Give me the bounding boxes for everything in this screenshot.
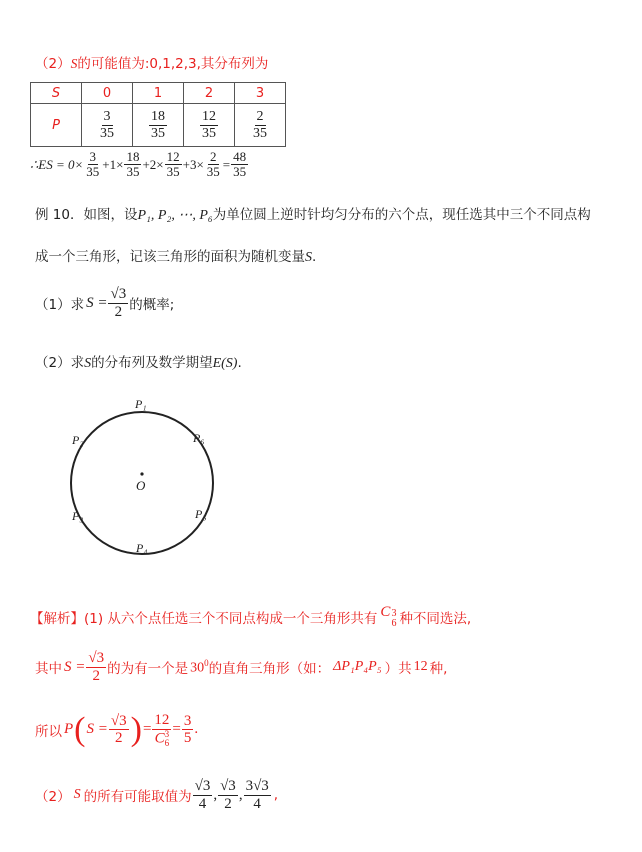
- header-cell: 3: [235, 83, 286, 104]
- point-label-p3: P₃: [72, 509, 84, 523]
- header-cell: 1: [133, 83, 184, 104]
- variable-s: S: [70, 56, 78, 71]
- point-label-p5: P₅: [195, 507, 207, 521]
- point-label-p1: P₁: [135, 397, 147, 411]
- expectation-formula: ∴ES = 0× $\frac{3}{35}$ +1× $\frac{18}{35}$ +2× $\frac{12}{35}$ +3× $\frac{2}{35}$ = $\frac{48}{35}$: [30, 149, 247, 180]
- row-label: P: [31, 104, 82, 147]
- header-cell: 2: [184, 83, 235, 104]
- header-cell: S: [31, 83, 82, 104]
- table-cell: $\frac{18}{35}$: [133, 104, 184, 147]
- unit-circle-figure: [60, 390, 230, 565]
- point-label-p2: P₂: [72, 433, 84, 447]
- table-cell: $\frac{12}{35}$: [184, 104, 235, 147]
- example-line-2: 成一个三角形，记该三角形的面积为随机变量S.: [35, 249, 317, 265]
- distribution-table: [30, 82, 286, 147]
- solution-line-2: 其中 S = $\frac{√3}{2}$ 的为有一个是 $30^0$ 的直角三角形（如： ΔP₁P₄P₅ ）共 12 种,: [35, 650, 448, 684]
- point-label-p6: P₆: [193, 431, 205, 445]
- table-row: [31, 104, 286, 147]
- center-label: O: [136, 478, 146, 493]
- table-cell: $\frac{3}{35}$: [82, 104, 133, 147]
- table-cell: $\frac{2}{35}$: [235, 104, 286, 147]
- table-header-row: [31, 83, 286, 104]
- part2-heading: [35, 52, 268, 72]
- question-1: （1）求 S = $\frac{√3}{2}$ 的概率;: [35, 286, 175, 320]
- header-cell: 0: [82, 83, 133, 104]
- part-number: （2）: [35, 56, 71, 72]
- question-2: （2）求S的分布列及数学期望E(S).: [35, 355, 242, 371]
- example-line-1: 例 10．如图，设P₁, P₂, ⋯, P₆为单位圆上逆时针均匀分布的六个点，现任选其中三个不同点构: [35, 207, 591, 223]
- center-dot: [140, 472, 143, 475]
- point-label-p4: P₄: [136, 541, 148, 555]
- heading-text: 的可能值为:0,1,2,3,其分布列为: [77, 56, 269, 72]
- solution-line-1: 【解析】(1) 从六个点任选三个不同点构成一个三角形共有 C 3 6 种不同选法,: [30, 604, 472, 629]
- solution-line-3: 所以 P ( S = $\frac{√3}{2}$ ) = 12 C 3 6 = $\frac{3}{5}$ .: [35, 710, 199, 748]
- solution-line-4: （2） S 的所有可能取值为 $\frac{√3}{4}$ , $\frac{√3}{2}$ , $\frac{3√3}{4}$ ,: [35, 778, 279, 812]
